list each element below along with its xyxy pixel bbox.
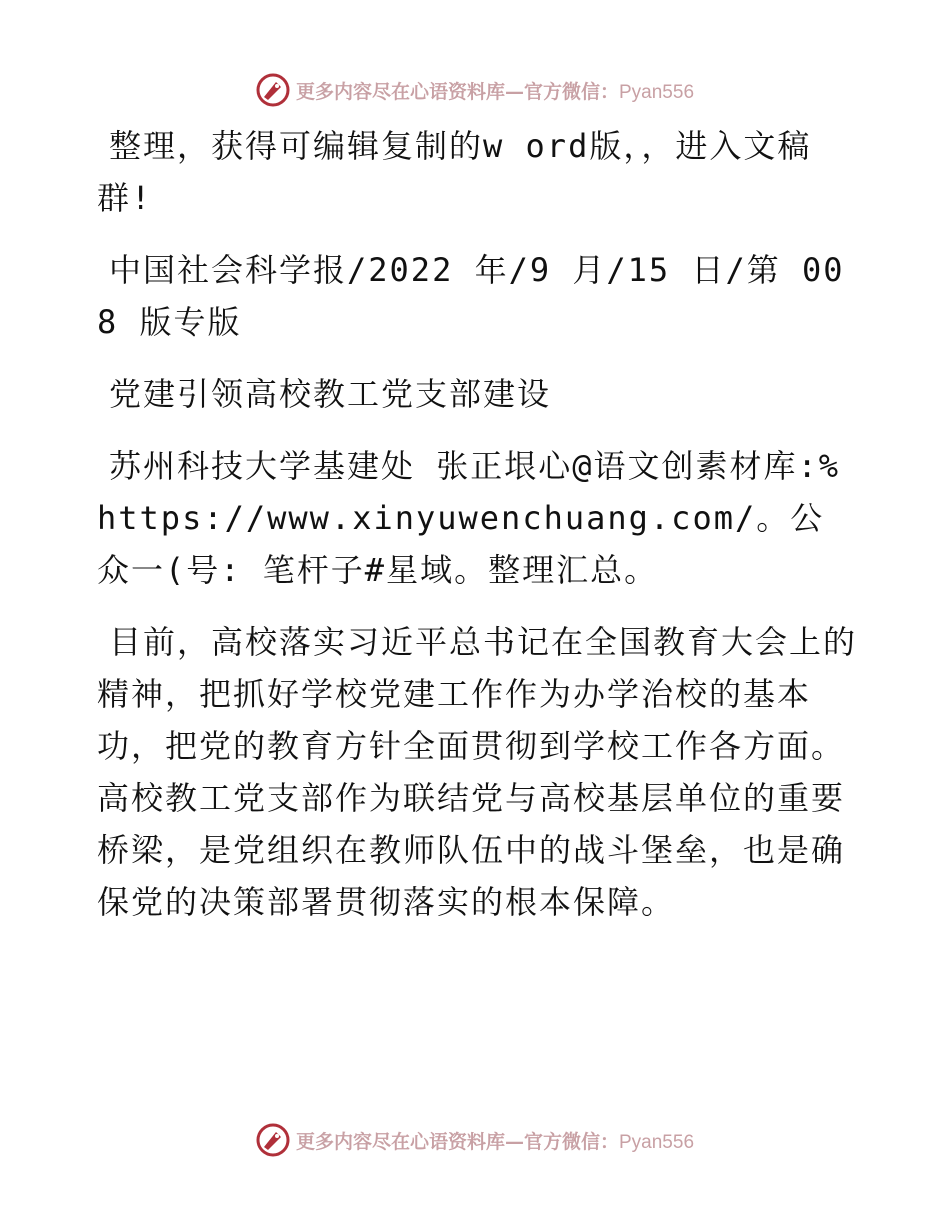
pen-nib-logo-icon <box>256 73 290 107</box>
paragraph-source: 中国社会科学报/2022 年/9 月/15 日/第 008 版专版 <box>97 251 845 341</box>
header-banner-content <box>256 73 694 107</box>
header-banner-text <box>296 77 694 104</box>
header-banner <box>0 70 950 110</box>
footer-banner-brand: Pyan556 <box>619 1131 695 1153</box>
pen-nib-logo-icon <box>256 1123 290 1157</box>
article-title: 党建引领高校教工党支部建设 <box>109 375 552 413</box>
paragraph-intro: 整理，获得可编辑复制的w ord版，，进入文稿群! <box>97 127 812 217</box>
header-banner-brand: Pyan556 <box>619 81 695 103</box>
footer-banner <box>0 1120 950 1160</box>
footer-banner-label: 更多内容尽在心语资料库—官方微信： <box>295 1130 619 1153</box>
footer-banner-text <box>296 1127 694 1154</box>
paragraph-body: 目前，高校落实习近平总书记在全国教育大会上的精神，把抓好学校党建工作作为办学治校的基本功，把党的教育方针全面贯彻到学校工作各方面。高校教工党支部作为联结党与高校基层单位的重要桥梁，是党组织在教师队伍中的战斗堡垒，也是确保党的决策部署贯彻落实的根本保障。 <box>97 623 858 921</box>
footer-banner-content <box>256 1123 694 1157</box>
document-body <box>97 120 857 948</box>
paragraph-author: 苏州科技大学基建处 张正垠心@语文创素材库:%https://www.xinyuwenchuang.com/。公众一(号: 笔杆子#星域。整理汇总。 <box>97 447 841 589</box>
header-banner-label: 更多内容尽在心语资料库—官方微信： <box>295 80 619 103</box>
